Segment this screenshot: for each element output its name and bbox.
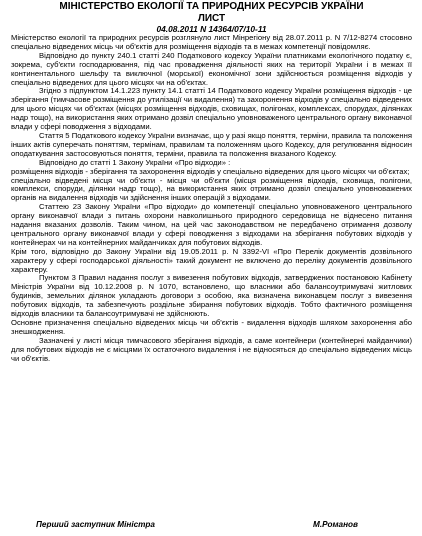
signature-name: М.Романов: [313, 520, 358, 529]
paragraph-4: Стаття 5 Податкового кодексу України визначає, що у разі якщо поняття, терміни, правила та положення інших актів суперечать поняттям, термінам, правилам та положенням цього Кодексу, для регулювання відносин оподаткування застосовуються поняття, терміни, правила та положення вказаного Кодексу.: [11, 130, 412, 158]
paragraph-11: Основне призначення спеціально відведених місць чи об'єктів - видалення відходів шляхом захоронення або знешкодження.: [11, 318, 412, 336]
signature-position: Перший заступник Міністра: [36, 520, 155, 529]
date-number: 04.08.2011 N 14364/07/10-11: [156, 24, 267, 34]
document-type: ЛИСТ: [197, 13, 226, 24]
paragraph-8: Статтею 23 Закону України «Про відходи» до компетенції спеціально уповноваженого центрального органу виконавчої влади з питань охорони навколишнього природного середовища не віднесено питання надання вказаних дозволів. Таким чином, на цей час законодавством не передбачено отримання дозволу центрального органу виконавчої влади у сфері поводження з відходами на зберігання побутових відходів у контейнерах чи на контейнерних майданчиках для побутових відходів.: [11, 202, 412, 247]
paragraph-7: спеціально відведені місця чи об'єкти - місця чи об'єкти (місця розміщення відходів, сховища, полігони, комплекси, споруди, ділянки надр тощо), на використання яких отримано дозвіл спеціально уповноважених органів на видалення відходів чи здійснення інших операцій з відходами.: [11, 175, 412, 203]
paragraph-2: Відповідно до пункту 240.1 статті 240 Податкового кодексу України платниками екологічного податку є, зокрема, суб'єкти господарювання, під час провадження діяльності яких на території України і в межах її континентального шельфу та виключної (морської) економічної зони здійснюється розміщення відходів у спеціально відведених для цього місцях чи на об'єктах.: [11, 50, 412, 87]
paragraph-1: Міністерство екології та природних ресурсів розглянуло лист Мінрегіону від 28.07.2011 р. N 7/12-8274 стосовно спеціально відведених місць чи об'єктів для розміщення відходів та в межах компетенції повідомляє.: [11, 33, 412, 51]
ministry-title: МІНІСТЕРСТВО ЕКОЛОГІЇ ТА ПРИРОДНИХ РЕСУРСІВ УКРАЇНИ: [59, 1, 364, 12]
document-body: [11, 34, 412, 364]
paragraph-6: розміщення відходів - зберігання та захоронення відходів у спеціально відведених для цього місцях чи об'єктах;: [11, 166, 410, 176]
paragraph-9: Крім того, відповідно до Закону України від 19.05.2011 р. N 3392-VI «Про Перелік документів дозвільного характеру у сфері господарської діяльності» такий документ не включено до переліку документів дозвільного характеру.: [11, 246, 412, 274]
paragraph-10: Пунктом 3 Правил надання послуг з вивезення побутових відходів, затверджених постановою Кабінету Міністрів України від 10.12.2008 р. N 1070, встановлено, що власники або балансоутримувачі житлових будинків, земельних ділянок укладають договори з особою, яка визначена виконавцем послуг з вивезення побутових відходів, та забезпечують роздільне збирання побутових відходів. Тобто фактичного розміщення відходів власники та балансоутримувачі не здійснюють.: [11, 273, 412, 319]
paragraph-12: Зазначені у листі місця тимчасового зберігання відходів, а саме контейнери (контейнерні майданчики) для побутових відходів не є місцями їх остаточного видалення і не відносяться до спеціально відведених місць чи об'єктів.: [11, 335, 412, 363]
paragraph-3: Згідно з підпунктом 14.1.223 пункту 14.1 статті 14 Податкового кодексу України розміщення відходів - це зберігання (тимчасове розміщення до утилізації чи видалення) та захоронення відходів у спеціально відведених для цього місцях чи об'єктах (місцях розміщення відходів, сховищах, полігонах, комплексах, спорудах, ділянках надр тощо), на використання яких отримано дозвіл спеціально уповноваженого центрального органу виконавчої влади у сфері поводження з відходами.: [11, 86, 412, 132]
paragraph-5: Відповідно до статті 1 Закону України «Про відходи» :: [39, 157, 231, 167]
signature-block: [36, 520, 402, 529]
